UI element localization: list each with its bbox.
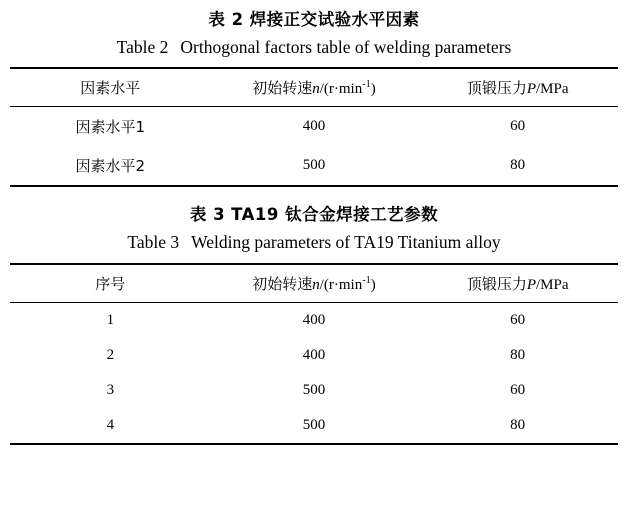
table-row <box>10 146 618 186</box>
table-3-caption-english <box>10 230 618 255</box>
table-2-r0-c1: 400 <box>302 118 326 135</box>
table-3-header-row <box>10 264 618 303</box>
table-3-r3-c2: 80 <box>510 416 526 433</box>
table-3-header-col2-exponent: -1 <box>362 274 371 286</box>
table-2-caption-text-en: Orthogonal factors table of welding parameters <box>180 36 512 57</box>
table-3-r1-c0: 2 <box>106 346 115 363</box>
table-3-header-col3-cn: 顶锻压力 <box>466 274 527 293</box>
table-2-header-col2-close: ) <box>370 81 376 98</box>
table-3-header-col2-unit: /(r·min <box>319 276 363 293</box>
table-2-header-col3-cn: 顶锻压力 <box>466 79 527 98</box>
table-2-r0-c0: 因素水平1 <box>75 118 146 137</box>
table-row <box>10 373 618 408</box>
table-2 <box>10 67 618 187</box>
table-3-r1-c1: 400 <box>302 346 326 363</box>
table-3-r2-c2: 60 <box>510 381 526 398</box>
table-2-r0-c2: 60 <box>510 118 526 135</box>
table-3-header-col2-close: ) <box>370 276 376 293</box>
table-2-header-col3-symbol: P <box>526 81 536 98</box>
table-2-caption-english <box>10 35 618 60</box>
table-2-header-col2-exponent: -1 <box>362 79 371 91</box>
table-row <box>10 408 618 444</box>
table-3 <box>10 263 618 445</box>
table-3-header-col1: 序号 <box>95 274 126 293</box>
table-2-block <box>10 8 618 187</box>
table-2-header-row <box>10 68 618 107</box>
table-3-caption-text-cn: TA19 钛合金焊接工艺参数 <box>231 205 439 225</box>
table-2-header-col2-cn: 初始转速 <box>252 79 313 98</box>
table-3-r1-c2: 80 <box>510 346 526 363</box>
table-3-r0-c2: 60 <box>510 311 526 328</box>
table-2-header-col2-unit: /(r·min <box>319 81 363 98</box>
table-3-caption-chinese <box>10 203 618 228</box>
table-3-header-col3-symbol: P <box>526 276 536 293</box>
table-3-header-col2-cn: 初始转速 <box>252 274 313 293</box>
table-2-header-col1: 因素水平 <box>80 79 141 98</box>
table-2-r1-c0: 因素水平2 <box>75 157 146 176</box>
table-2-header-col3 <box>417 68 618 107</box>
table-3-block <box>10 203 618 444</box>
table-2-r1-c1: 500 <box>302 157 326 174</box>
table-2-header-col3-unit: /MPa <box>536 81 569 98</box>
table-3-r2-c1: 500 <box>302 381 326 398</box>
table-3-header-col2 <box>211 264 418 303</box>
table-2-r1-c2: 80 <box>510 157 526 174</box>
table-2-caption-chinese <box>10 8 618 33</box>
table-2-body <box>10 107 618 187</box>
table-2-caption-text-cn: 焊接正交试验水平因素 <box>249 10 420 29</box>
table-3-r0-c1: 400 <box>302 311 326 328</box>
table-2-header-col2-symbol: n <box>312 81 320 98</box>
table-2-header-col2 <box>211 68 418 107</box>
table-2-caption-number-cn: 表 2 <box>208 10 244 29</box>
table-3-r0-c0: 1 <box>106 311 115 328</box>
table-row <box>10 338 618 373</box>
table-3-header-col2-symbol: n <box>312 276 320 293</box>
table-row <box>10 302 618 338</box>
table-3-r2-c0: 3 <box>106 381 115 398</box>
table-3-header-col3 <box>417 264 618 303</box>
table-3-header <box>10 264 618 303</box>
table-3-header-col3-unit: /MPa <box>536 276 569 293</box>
table-gap-spacer <box>10 187 618 203</box>
table-row <box>10 107 618 147</box>
table-2-caption-label-en: Table 2 <box>116 36 169 57</box>
table-3-r3-c1: 500 <box>302 416 326 433</box>
table-3-caption-number-cn: 表 3 <box>189 205 226 225</box>
table-2-header <box>10 68 618 107</box>
table-3-caption-label-en: Table 3 <box>127 232 180 252</box>
table-3-caption-text-en: Welding parameters of TA19 Titanium alloy <box>191 232 501 252</box>
table-3-body <box>10 302 618 444</box>
table-3-r3-c0: 4 <box>106 416 115 433</box>
